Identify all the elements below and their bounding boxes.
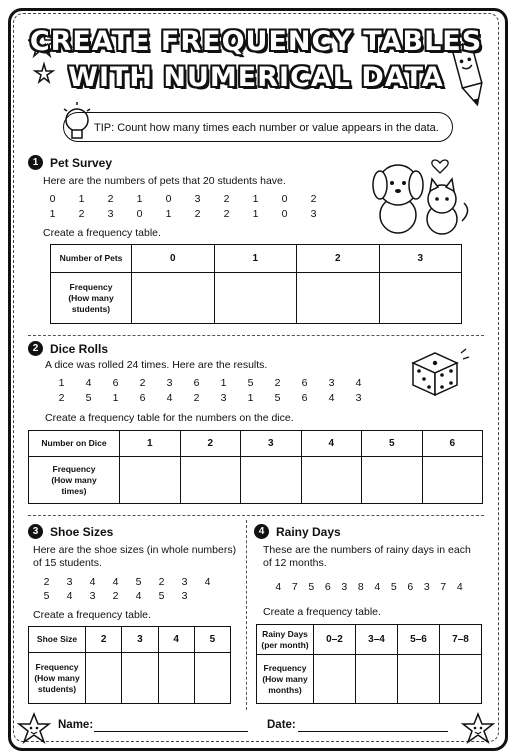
section-1-heading: Pet Survey [50, 156, 113, 170]
data-value: 5 [274, 392, 281, 404]
section-4-intro-line-1: These are the numbers of rainy days in each [263, 544, 471, 556]
section-2-instruction: Create a frequency table for the numbers on the dice. [45, 412, 294, 424]
data-value: 4 [112, 576, 119, 588]
frequency-label-line: Frequency [69, 281, 113, 292]
name-label: Name: [58, 719, 94, 731]
data-value: 5 [158, 590, 165, 602]
section-4-instruction: Create a frequency table. [263, 606, 381, 618]
data-value: 3 [66, 576, 73, 588]
table-header-cell: 5–6 [398, 625, 440, 655]
date-label: Date: [267, 719, 296, 731]
section-4-intro-line-2: of 12 months. [263, 557, 327, 569]
frequency-label-line: (How many [51, 474, 97, 485]
section-3-data-row-1 [35, 576, 219, 588]
table-header-cell: 3–4 [356, 625, 398, 655]
data-value: 3 [328, 377, 335, 389]
data-value: 1 [165, 208, 172, 220]
data-value: 2 [158, 576, 165, 588]
data-value: 2 [193, 392, 200, 404]
answer-cell[interactable] [422, 457, 483, 504]
frequency-label-line: (How many [68, 292, 114, 303]
section-2-frequency-table [28, 430, 483, 504]
star-character-icon [16, 712, 52, 744]
section-2-intro: A dice was rolled 24 times. Here are the results. [45, 359, 268, 371]
frequency-label-line: times) [61, 485, 87, 496]
section-4-frequency-table [256, 624, 482, 704]
data-value: 6 [139, 392, 146, 404]
section-3-intro-line-1: Here are the shoe sizes (in whole numbers) [33, 544, 237, 556]
star-character-icon [460, 712, 496, 744]
section-2-data-row-1 [48, 377, 372, 389]
data-value: 8 [357, 581, 364, 593]
data-value: 6 [301, 377, 308, 389]
section-2-heading: Dice Rolls [50, 342, 109, 356]
data-value: 1 [247, 392, 254, 404]
data-value: 1 [49, 208, 56, 220]
answer-cell[interactable] [86, 653, 122, 704]
table-header-cell: 0 [132, 245, 215, 273]
section-3-intro-line-2: of 15 students. [33, 557, 102, 569]
data-value: 4 [374, 581, 381, 593]
answer-cell[interactable] [379, 273, 462, 324]
table-header-cell: 4 [301, 431, 362, 457]
data-value: 4 [135, 590, 142, 602]
answer-cell[interactable] [398, 655, 440, 704]
section-divider [28, 335, 484, 336]
answer-cell[interactable] [241, 457, 302, 504]
frequency-label-line: Frequency [263, 662, 307, 673]
frequency-label-line: students) [71, 303, 111, 314]
data-value: 4 [85, 377, 92, 389]
answer-cell[interactable] [214, 273, 297, 324]
data-value: 4 [275, 581, 282, 593]
section-1-data-row-1 [38, 193, 328, 205]
answer-cell[interactable] [440, 655, 482, 704]
table-header-cell: 3 [122, 627, 158, 653]
data-value: 1 [252, 193, 259, 205]
data-value: 7 [440, 581, 447, 593]
data-value: 4 [89, 576, 96, 588]
data-value: 4 [456, 581, 463, 593]
data-value: 0 [281, 193, 288, 205]
data-value: 0 [281, 208, 288, 220]
table-header-cell: 7–8 [440, 625, 482, 655]
data-value: 6 [193, 377, 200, 389]
data-value: 0 [49, 193, 56, 205]
data-value: 4 [328, 392, 335, 404]
data-value: 3 [107, 208, 114, 220]
header-label-line: Rainy Days [262, 628, 308, 639]
frequency-row-label [29, 457, 120, 504]
section-4-data-row-1 [270, 581, 468, 593]
header-label-line: (per month) [261, 639, 309, 650]
frequency-label-line: Frequency [52, 463, 96, 474]
answer-cell[interactable] [362, 457, 423, 504]
frequency-label-line: students) [37, 683, 77, 694]
section-1-instruction: Create a frequency table. [43, 227, 161, 239]
frequency-row-label [257, 655, 314, 704]
table-header-cell: 3 [241, 431, 302, 457]
data-value: 3 [220, 392, 227, 404]
dog-and-cat-icon [370, 155, 475, 240]
dice-icon [405, 345, 470, 400]
data-value: 5 [85, 392, 92, 404]
section-4-number: 4 [254, 524, 269, 539]
worksheet-title-line-1: CREATE FREQUENCY TABLES [29, 26, 483, 57]
section-3-frequency-table [28, 626, 231, 704]
table-header-label: Number on Dice [29, 431, 120, 457]
data-value: 7 [291, 581, 298, 593]
data-value: 1 [58, 377, 65, 389]
data-value: 5 [135, 576, 142, 588]
data-value: 0 [136, 208, 143, 220]
answer-cell[interactable] [314, 655, 356, 704]
data-value: 4 [166, 392, 173, 404]
table-header-cell: 1 [120, 431, 181, 457]
table-header-cell: 5 [362, 431, 423, 457]
data-value: 3 [355, 392, 362, 404]
data-value: 6 [301, 392, 308, 404]
data-value: 2 [194, 208, 201, 220]
section-1-data-row-2 [38, 208, 328, 220]
data-value: 2 [78, 208, 85, 220]
data-value: 1 [136, 193, 143, 205]
data-value: 1 [78, 193, 85, 205]
data-value: 5 [308, 581, 315, 593]
table-header-cell: 6 [422, 431, 483, 457]
table-header-label: Shoe Size [29, 627, 86, 653]
answer-cell[interactable] [132, 273, 215, 324]
data-value: 2 [112, 590, 119, 602]
table-header-cell: 0–2 [314, 625, 356, 655]
section-3-heading: Shoe Sizes [50, 525, 114, 539]
answer-cell[interactable] [301, 457, 362, 504]
table-header-cell: 4 [158, 627, 194, 653]
frequency-label-line: (How many [262, 673, 308, 684]
section-divider [28, 515, 484, 516]
data-value: 2 [43, 576, 50, 588]
data-value: 0 [165, 193, 172, 205]
frequency-label-line: (How many [34, 672, 80, 683]
data-value: 1 [112, 392, 119, 404]
table-header-cell: 2 [180, 431, 241, 457]
answer-cell[interactable] [120, 457, 181, 504]
answer-cell[interactable] [180, 457, 241, 504]
data-value: 2 [274, 377, 281, 389]
section-2-number: 2 [28, 341, 43, 356]
data-value: 3 [166, 377, 173, 389]
data-value: 2 [223, 208, 230, 220]
data-value: 1 [252, 208, 259, 220]
data-value: 6 [112, 377, 119, 389]
data-value: 2 [310, 193, 317, 205]
answer-cell[interactable] [356, 655, 398, 704]
data-value: 6 [407, 581, 414, 593]
frequency-label-line: months) [268, 684, 302, 695]
data-value: 2 [58, 392, 65, 404]
data-value: 2 [107, 193, 114, 205]
data-value: 5 [390, 581, 397, 593]
section-3-number: 3 [28, 524, 43, 539]
data-value: 5 [247, 377, 254, 389]
table-header-cell: 2 [86, 627, 122, 653]
date-input-line[interactable] [298, 731, 448, 732]
data-value: 5 [43, 590, 50, 602]
section-1-number: 1 [28, 155, 43, 170]
answer-cell[interactable] [158, 653, 194, 704]
data-value: 4 [66, 590, 73, 602]
answer-cell[interactable] [122, 653, 158, 704]
table-header-cell: 1 [214, 245, 297, 273]
section-1-frequency-table [50, 244, 462, 324]
data-value: 3 [181, 590, 188, 602]
tip-box: TIP: Count how many times each number or value appears in the data. [63, 112, 453, 142]
frequency-label-line: Frequency [35, 661, 79, 672]
column-divider [246, 520, 247, 710]
data-value: 2 [139, 377, 146, 389]
worksheet-title-line-2: WITH NUMERICAL DATA [68, 62, 444, 93]
section-3-data-row-2 [35, 590, 196, 602]
answer-cell[interactable] [194, 653, 230, 704]
frequency-row-label [51, 273, 132, 324]
data-value: 4 [204, 576, 211, 588]
section-1-intro: Here are the numbers of pets that 20 students have. [43, 175, 286, 187]
name-input-line[interactable] [94, 731, 248, 732]
answer-cell[interactable] [297, 273, 380, 324]
table-header-cell: 5 [194, 627, 230, 653]
data-value: 2 [223, 193, 230, 205]
table-header-label [257, 625, 314, 655]
data-value: 6 [324, 581, 331, 593]
data-value: 3 [341, 581, 348, 593]
frequency-row-label [29, 653, 86, 704]
data-value: 3 [423, 581, 430, 593]
data-value: 3 [194, 193, 201, 205]
table-header-cell: 3 [379, 245, 462, 273]
section-2-data-row-2 [48, 392, 372, 404]
data-value: 1 [220, 377, 227, 389]
section-3-instruction: Create a frequency table. [33, 609, 151, 621]
data-value: 3 [89, 590, 96, 602]
data-value: 3 [310, 208, 317, 220]
table-header-label: Number of Pets [51, 245, 132, 273]
data-value: 4 [355, 377, 362, 389]
section-4-heading: Rainy Days [276, 525, 341, 539]
table-header-cell: 2 [297, 245, 380, 273]
data-value: 3 [181, 576, 188, 588]
